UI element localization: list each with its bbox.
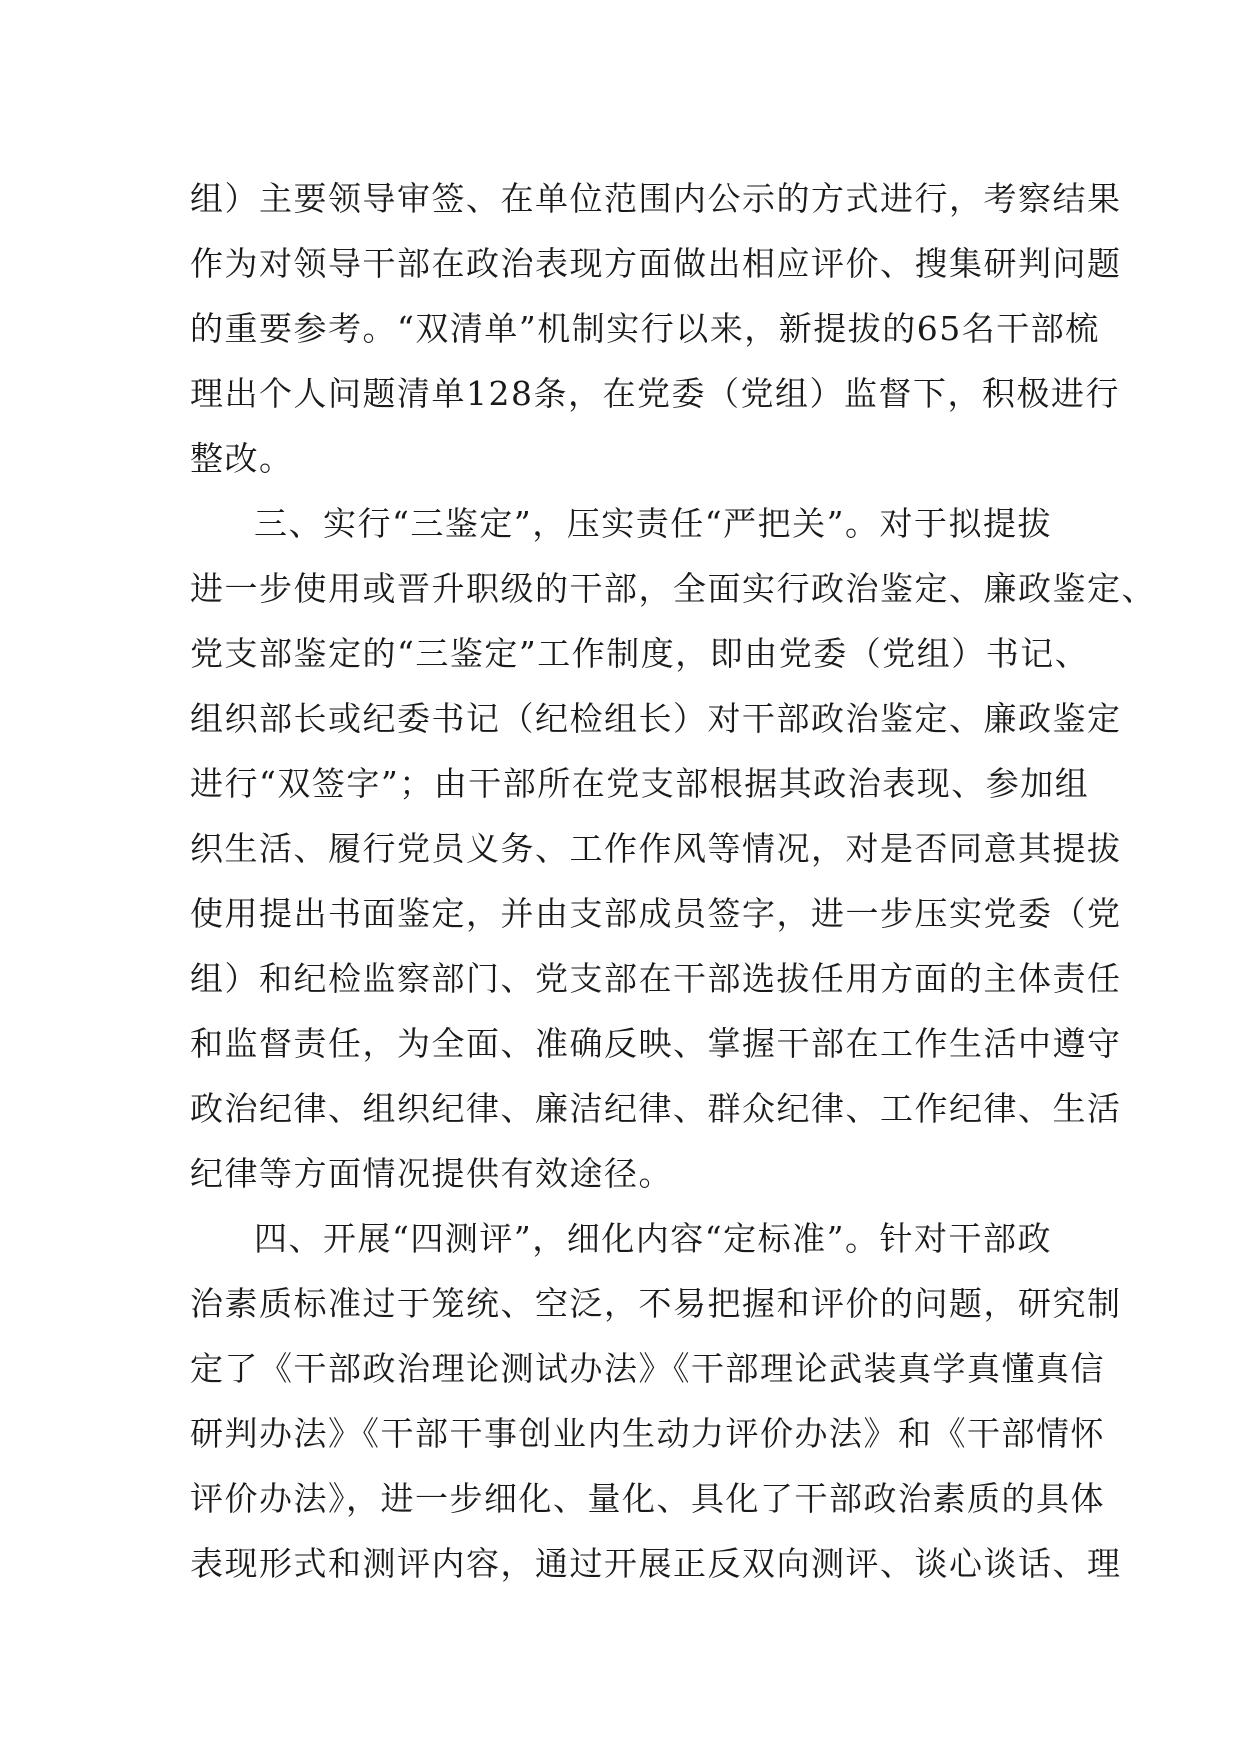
text-line: 的重要参考。“双清单”机制实行以来，新提拔的65名干部梳 [190,309,1100,348]
text-line: 织生活、履行党员义务、工作作风等情况，对是否同意其提拔 [190,829,1122,868]
text-line: 评价办法》，进一步细化、量化、具化了干部政治素质的具体 [190,1479,1105,1518]
text-line: 研判办法》《干部干事创业内生动力评价办法》和《干部情怀 [190,1414,1105,1453]
text-line: 进行“双签字”；由干部所在党支部根据其政治表现、参加组 [190,764,1090,803]
text-line: 和监督责任，为全面、准确反映、掌握干部在工作生活中遵守 [190,1024,1122,1063]
text-line: 政治纪律、组织纪律、廉洁纪律、群众纪律、工作纪律、生活 [190,1089,1122,1128]
text-line: 表现形式和测评内容，通过开展正反双向测评、谈心谈话、理 [190,1544,1122,1583]
text-line: 组）和纪检监察部门、党支部在干部选拔任用方面的主体责任 [190,959,1122,998]
section-heading-line: 三、实行“三鉴定”，压实责任“严把关”。对于拟提拔 [254,504,1052,543]
text-line: 治素质标准过于笼统、空泛，不易把握和评价的问题，研究制 [190,1284,1122,1323]
body-text [190,166,1156,1596]
section-heading-line: 四、开展“四测评”，细化内容“定标准”。针对干部政 [254,1219,1052,1258]
text-line: 定了《干部政治理论测试办法》《干部理论武装真学真懂真信 [190,1349,1105,1388]
text-line: 组）主要领导审签、在单位范围内公示的方式进行，考察结果 [190,179,1122,218]
text-line: 组织部长或纪委书记（纪检组长）对干部政治鉴定、廉政鉴定 [190,699,1122,738]
text-line: 党支部鉴定的“三鉴定”工作制度，即由党委（党组）书记、 [190,634,1090,673]
text-line: 进一步使用或晋升职级的干部，全面实行政治鉴定、廉政鉴定、 [190,569,1156,608]
text-line: 使用提出书面鉴定，并由支部成员签字，进一步压实党委（党 [190,894,1122,933]
text-line: 理出个人问题清单128条，在党委（党组）监督下，积极进行 [190,374,1120,413]
text-line: 整改。 [190,439,294,478]
text-line: 作为对领导干部在政治表现方面做出相应评价、搜集研判问题 [190,244,1122,283]
text-line: 纪律等方面情况提供有效途径。 [190,1154,673,1193]
